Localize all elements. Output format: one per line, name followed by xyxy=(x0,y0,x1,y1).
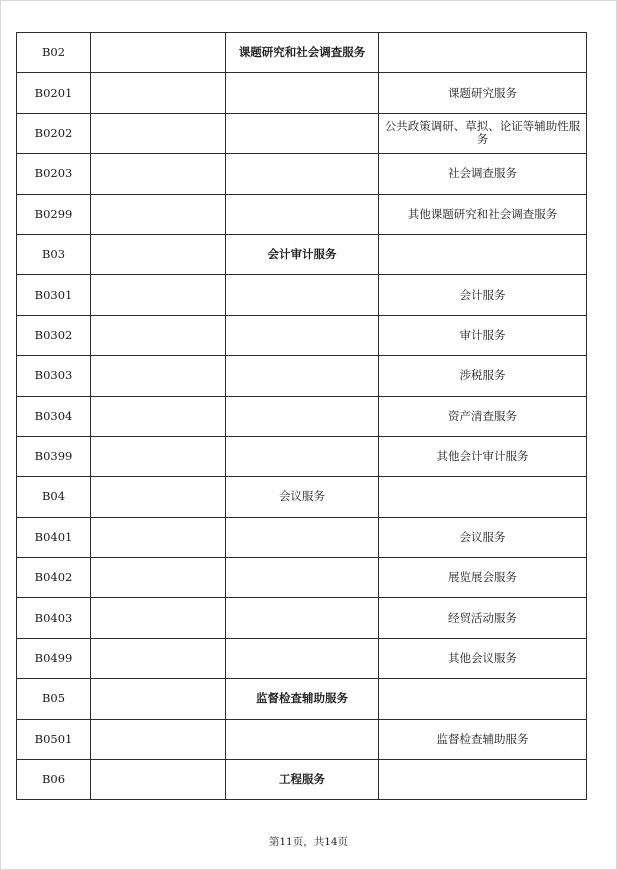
item-code-cell: B06 xyxy=(17,760,91,800)
blank-cell xyxy=(91,275,226,315)
item-code-cell: B0401 xyxy=(17,517,91,557)
item-name-cell xyxy=(379,477,587,517)
blank-cell xyxy=(91,154,226,194)
category-name-cell xyxy=(226,73,379,113)
category-name-cell xyxy=(226,719,379,759)
item-code-cell: B0501 xyxy=(17,719,91,759)
category-name-cell: 课题研究和社会调查服务 xyxy=(226,33,379,73)
item-name-cell xyxy=(379,760,587,800)
item-name-cell: 监督检查辅助服务 xyxy=(379,719,587,759)
item-name-cell: 社会调查服务 xyxy=(379,154,587,194)
category-name-cell xyxy=(226,598,379,638)
item-code-cell: B04 xyxy=(17,477,91,517)
item-code-cell: B0203 xyxy=(17,154,91,194)
item-name-cell: 会计服务 xyxy=(379,275,587,315)
blank-cell xyxy=(91,598,226,638)
item-code-cell: B0299 xyxy=(17,194,91,234)
table-row xyxy=(17,154,587,194)
item-code-cell: B0499 xyxy=(17,638,91,678)
category-name-cell: 监督检查辅助服务 xyxy=(226,679,379,719)
item-code-cell: B03 xyxy=(17,234,91,274)
table-row xyxy=(17,598,587,638)
item-name-cell: 审计服务 xyxy=(379,315,587,355)
table-row xyxy=(17,396,587,436)
table-row xyxy=(17,33,587,73)
category-name-cell: 会计审计服务 xyxy=(226,234,379,274)
blank-cell xyxy=(91,436,226,476)
blank-cell xyxy=(91,113,226,153)
table-body xyxy=(17,33,587,800)
table-row xyxy=(17,73,587,113)
blank-cell xyxy=(91,719,226,759)
blank-cell xyxy=(91,517,226,557)
blank-cell xyxy=(91,638,226,678)
category-name-cell xyxy=(226,113,379,153)
item-name-cell: 其他课题研究和社会调查服务 xyxy=(379,194,587,234)
table-row xyxy=(17,275,587,315)
item-code-cell: B0303 xyxy=(17,356,91,396)
item-code-cell: B0202 xyxy=(17,113,91,153)
blank-cell xyxy=(91,33,226,73)
item-code-cell: B0201 xyxy=(17,73,91,113)
item-name-cell xyxy=(379,679,587,719)
item-name-cell: 其他会计审计服务 xyxy=(379,436,587,476)
table-row xyxy=(17,558,587,598)
page-number: 第11页，共14页 xyxy=(268,836,349,848)
category-name-cell xyxy=(226,356,379,396)
category-name-cell: 会议服务 xyxy=(226,477,379,517)
category-name-cell xyxy=(226,396,379,436)
item-name-cell: 公共政策调研、草拟、论证等辅助性服务 xyxy=(379,113,587,153)
item-name-cell: 展览展会服务 xyxy=(379,558,587,598)
item-code-cell: B0302 xyxy=(17,315,91,355)
item-code-cell: B0304 xyxy=(17,396,91,436)
table-row xyxy=(17,436,587,476)
blank-cell xyxy=(91,477,226,517)
blank-cell xyxy=(91,396,226,436)
table-row xyxy=(17,760,587,800)
item-code-cell: B05 xyxy=(17,679,91,719)
item-name-cell: 课题研究服务 xyxy=(379,73,587,113)
item-name-cell: 涉税服务 xyxy=(379,356,587,396)
service-catalog-table xyxy=(16,32,587,800)
category-name-cell xyxy=(226,194,379,234)
item-code-cell: B0403 xyxy=(17,598,91,638)
blank-cell xyxy=(91,194,226,234)
item-code-cell: B02 xyxy=(17,33,91,73)
item-name-cell xyxy=(379,234,587,274)
item-name-cell: 资产清查服务 xyxy=(379,396,587,436)
blank-cell xyxy=(91,234,226,274)
category-name-cell xyxy=(226,517,379,557)
table-row xyxy=(17,719,587,759)
table-row xyxy=(17,315,587,355)
item-code-cell: B0399 xyxy=(17,436,91,476)
item-name-cell: 会议服务 xyxy=(379,517,587,557)
category-name-cell xyxy=(226,436,379,476)
table-row xyxy=(17,477,587,517)
item-name-cell xyxy=(379,33,587,73)
item-code-cell: B0301 xyxy=(17,275,91,315)
blank-cell xyxy=(91,356,226,396)
table-row xyxy=(17,234,587,274)
blank-cell xyxy=(91,315,226,355)
item-code-cell: B0402 xyxy=(17,558,91,598)
category-name-cell xyxy=(226,275,379,315)
table-row xyxy=(17,638,587,678)
category-name-cell xyxy=(226,154,379,194)
blank-cell xyxy=(91,558,226,598)
blank-cell xyxy=(91,679,226,719)
table-row xyxy=(17,517,587,557)
item-name-cell: 其他会议服务 xyxy=(379,638,587,678)
item-name-cell: 经贸活动服务 xyxy=(379,598,587,638)
blank-cell xyxy=(91,760,226,800)
table-row xyxy=(17,194,587,234)
category-name-cell: 工程服务 xyxy=(226,760,379,800)
blank-cell xyxy=(91,73,226,113)
table-row xyxy=(17,679,587,719)
category-name-cell xyxy=(226,558,379,598)
table-row xyxy=(17,113,587,153)
category-name-cell xyxy=(226,638,379,678)
category-name-cell xyxy=(226,315,379,355)
table-row xyxy=(17,356,587,396)
